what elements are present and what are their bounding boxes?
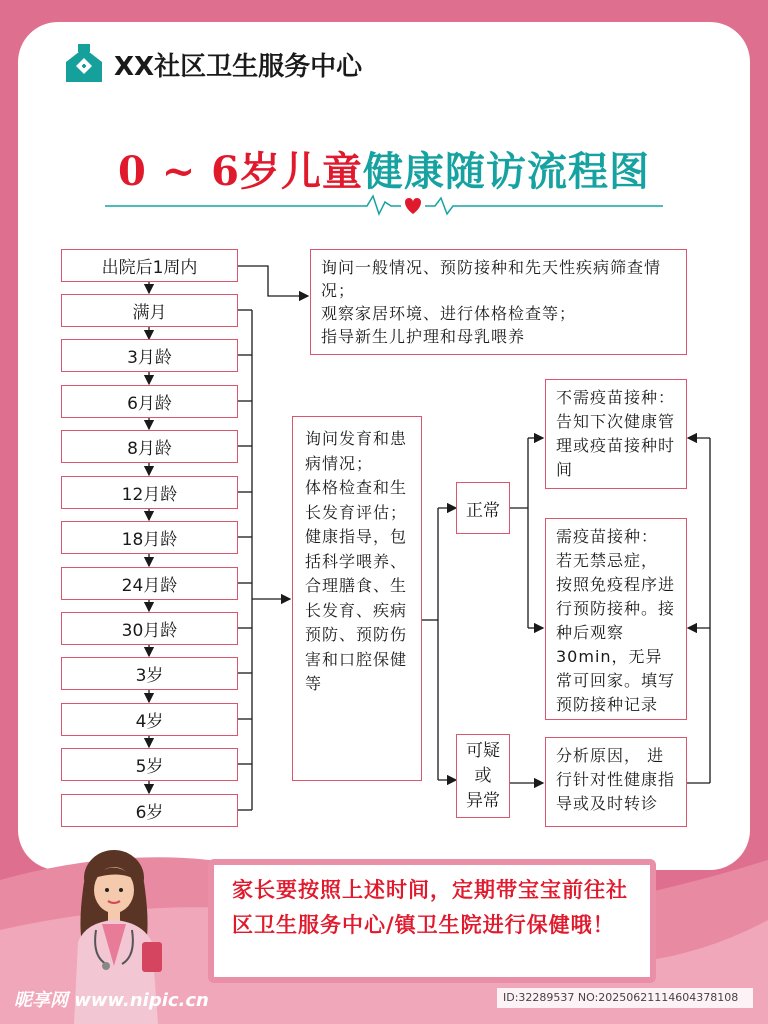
- org-name: XX社区卫生服务中心: [114, 51, 363, 82]
- stage-box: 4岁: [61, 703, 238, 736]
- first-visit-description: 询问一般情况、预防接种和先天性疾病筛查情况； 观察家居环境、进行体格检查等； 指导新生儿护理和母乳喂养: [310, 249, 687, 355]
- bottom-note: 家长要按照上述时间，定期带宝宝前往社区卫生服务中心/镇卫生院进行保健哦！: [208, 859, 656, 983]
- watermark-site: 昵享网 www.nipic.cn: [14, 990, 209, 1011]
- stage-box: 5岁: [61, 748, 238, 781]
- stage-box: 3岁: [61, 657, 238, 690]
- stage-box: 12月龄: [61, 476, 238, 509]
- result-abnormal: 可疑 或 异常: [456, 734, 510, 818]
- routine-visit-description: 询问发育和患病情况； 体格检查和生长发育评估； 健康指导，包括科学喂养、合理膳食、生长发育、疾病预防、预防伤害和口腔保健等: [292, 416, 422, 781]
- result-normal: 正常: [456, 482, 510, 534]
- outcome-vaccine: 需疫苗接种： 若无禁忌症， 按照免疫程序进行预防接种。接种后观察 30min，无异常可回家。填写预防接种记录: [545, 518, 687, 720]
- stage-box: 18月龄: [61, 521, 238, 554]
- outcome-abnormal: 分析原因， 进行针对性健康指导或及时转诊: [545, 737, 687, 827]
- stage-box: 6月龄: [61, 385, 238, 418]
- title-part-age: 0 ~ 6岁儿童: [117, 148, 364, 195]
- title-part-main: 健康随访流程图: [363, 148, 651, 195]
- watermark-id: ID:32289537 NO:20250621114604378108: [497, 988, 753, 1008]
- stage-box: 出院后1周内: [61, 249, 238, 282]
- stage-box: 30月龄: [61, 612, 238, 645]
- stage-box: 3月龄: [61, 339, 238, 372]
- outcome-no-vaccine: 不需疫苗接种：告知下次健康管理或疫苗接种时间: [545, 379, 687, 489]
- stage-box: 6岁: [61, 794, 238, 827]
- stage-box: 24月龄: [61, 567, 238, 600]
- stage-box: 8月龄: [61, 430, 238, 463]
- stage-box: 满月: [61, 294, 238, 327]
